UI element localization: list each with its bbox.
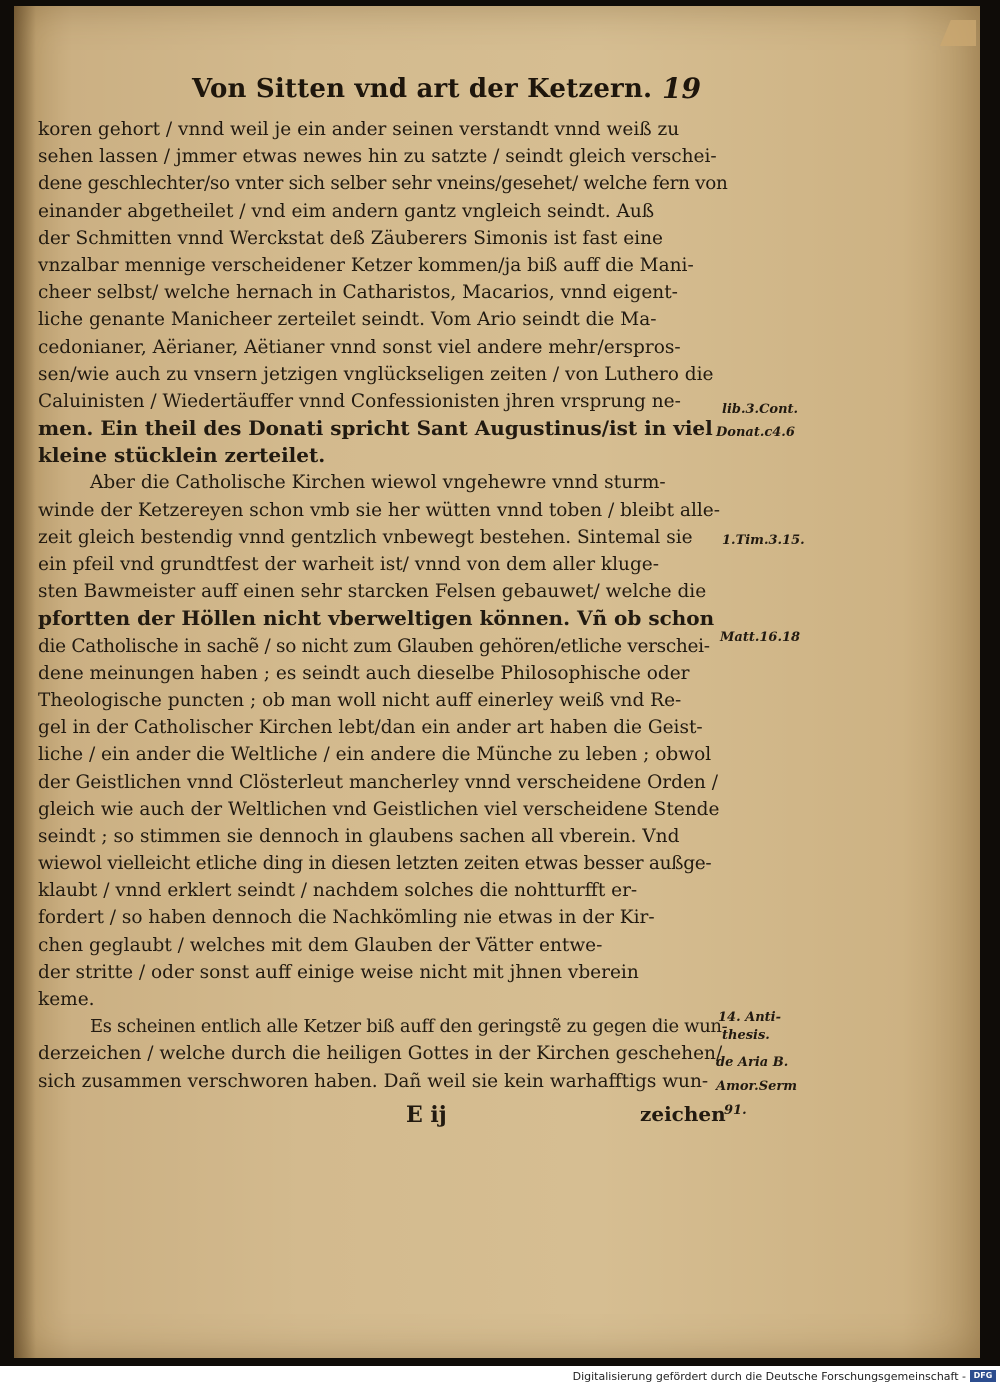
dfg-logo: DFG bbox=[970, 1370, 996, 1382]
text-line: sten Bawmeister auff einen sehr starcken Felsen gebauwet/ welche die bbox=[38, 581, 707, 603]
text-line: die Catholische in sachẽ / so nicht zum Glauben gehören/etliche verschei- bbox=[38, 635, 710, 657]
text-line: cheer selbst/ welche hernach in Catharistos, Macarios, vnnd eigent- bbox=[38, 282, 678, 304]
page-number: 19 bbox=[662, 72, 701, 105]
text-line: gleich wie auch der Weltlichen vnd Geistlichen viel verscheidene Stende bbox=[38, 798, 720, 820]
catchword: zeichen bbox=[640, 1102, 726, 1126]
text-line: sehen lassen / jmmer etwas newes hin zu satzte / seindt gleich verschei- bbox=[38, 146, 717, 168]
text-line: einander abgetheilet / vnd eim andern gantz vngleich seindt. Auß bbox=[38, 200, 655, 222]
text-line: pfortten der Höllen nicht vberweltigen können. Vñ ob schon bbox=[38, 606, 715, 631]
text-line: wiewol vielleicht etliche ding in diesen letzten zeiten etwas besser außge- bbox=[38, 853, 712, 875]
text-line: zeit gleich bestendig vnnd gentzlich vnbewegt bestehen. Sintemal sie bbox=[38, 526, 693, 548]
text-line: vnzalbar mennige verscheidener Ketzer kommen/ja biß auff die Mani- bbox=[38, 254, 694, 276]
text-line: derzeichen / welche durch die heiligen Gottes in der Kirchen geschehen/ bbox=[38, 1043, 723, 1065]
marginal-note: Matt.16.18 bbox=[720, 630, 801, 645]
text-line: sen/wie auch zu vnsern jetzigen vnglückseligen zeiten / von Luthero die bbox=[38, 363, 714, 385]
marginal-note: Donat.c4.6 bbox=[716, 425, 795, 440]
text-line: der Schmitten vnnd Werckstat deß Zäuberers Simonis ist fast eine bbox=[38, 227, 663, 249]
body-text bbox=[38, 116, 728, 1095]
text-line: seindt ; so stimmen sie dennoch in glaubens sachen all vberein. Vnd bbox=[38, 825, 680, 847]
footer-credit: Digitalisierung gefördert durch die Deutsche Forschungsgemeinschaft - bbox=[572, 1370, 966, 1383]
marginal-note: 91. bbox=[724, 1103, 747, 1118]
text-line: gel in der Catholischer Kirchen lebt/dan ein ander art haben die Geist- bbox=[38, 717, 703, 739]
text-line: keme. bbox=[38, 989, 95, 1010]
text-line: ein pfeil vnd grundtfest der warheit ist/ vnnd von dem aller kluge- bbox=[38, 554, 659, 575]
marginal-note: de Aria B. bbox=[716, 1055, 789, 1070]
text-line: dene geschlechter/so vnter sich selber sehr vneins/gesehet/ welche fern von bbox=[38, 173, 728, 195]
marginal-note: lib.3.Cont. bbox=[722, 402, 799, 417]
text-line: fordert / so haben dennoch die Nachkömling nie etwas in der Kir- bbox=[38, 907, 655, 929]
text-line: sich zusammen verschworen haben. Dañ weil sie kein warhafftigs wun- bbox=[38, 1070, 709, 1092]
running-title: Von Sitten vnd art der Ketzern. bbox=[192, 74, 653, 104]
text-line: Aber die Catholische Kirchen wiewol vngehewre vnnd sturm- bbox=[90, 472, 666, 494]
marginal-note: thesis. bbox=[722, 1028, 770, 1043]
text-line: Es scheinen entlich alle Ketzer biß auff den geringstẽ zu gegen die wun- bbox=[90, 1016, 728, 1038]
text-line: liche genante Manicheer zerteilet seindt. Vom Ario seindt die Ma- bbox=[38, 309, 657, 331]
text-line: koren gehort / vnnd weil je ein ander seinen verstandt vnnd weiß zu bbox=[38, 119, 680, 140]
text-line: men. Ein theil des Donati spricht Sant Augustinus/ist in viel bbox=[38, 416, 713, 441]
running-head bbox=[192, 70, 752, 110]
text-line: kleine stücklein zerteilet. bbox=[38, 443, 326, 468]
text-line: Theologische puncten ; ob man woll nicht auff einerley weiß vnd Re- bbox=[38, 689, 682, 711]
text-line: liche / ein ander die Weltliche / ein andere die Münche zu leben ; obwol bbox=[38, 744, 712, 766]
marginal-note: Amor.Serm bbox=[716, 1079, 797, 1094]
footer-bar bbox=[0, 1366, 1000, 1386]
text-line: dene meinungen haben ; es seindt auch dieselbe Philosophische oder bbox=[38, 662, 690, 684]
text-line: Caluinisten / Wiedertäuffer vnnd Confessionisten jhren vrsprung ne- bbox=[38, 390, 681, 412]
text-line: chen geglaubt / welches mit dem Glauben der Vätter entwe- bbox=[38, 934, 603, 956]
marginal-note: 1.Tim.3.15. bbox=[722, 533, 805, 548]
text-line: winde der Ketzereyen schon vmb sie her wütten vnnd toben / bleibt alle- bbox=[38, 499, 720, 521]
text-line: klaubt / vnnd erklert seindt / nachdem solches die nohtturfft er- bbox=[38, 880, 638, 902]
text-line: der stritte / oder sonst auff einige weise nicht mit jhnen vberein bbox=[38, 961, 639, 983]
marginal-note: 14. Anti- bbox=[718, 1010, 782, 1025]
page-gutter-shadow bbox=[14, 6, 36, 1358]
text-line: cedonianer, Aërianer, Aëtianer vnnd sonst viel andere mehr/erspros- bbox=[38, 336, 681, 358]
signature-mark: E ij bbox=[406, 1102, 447, 1128]
text-line: der Geistlichen vnnd Clösterleut mancherley vnnd verscheidene Orden / bbox=[38, 771, 718, 793]
